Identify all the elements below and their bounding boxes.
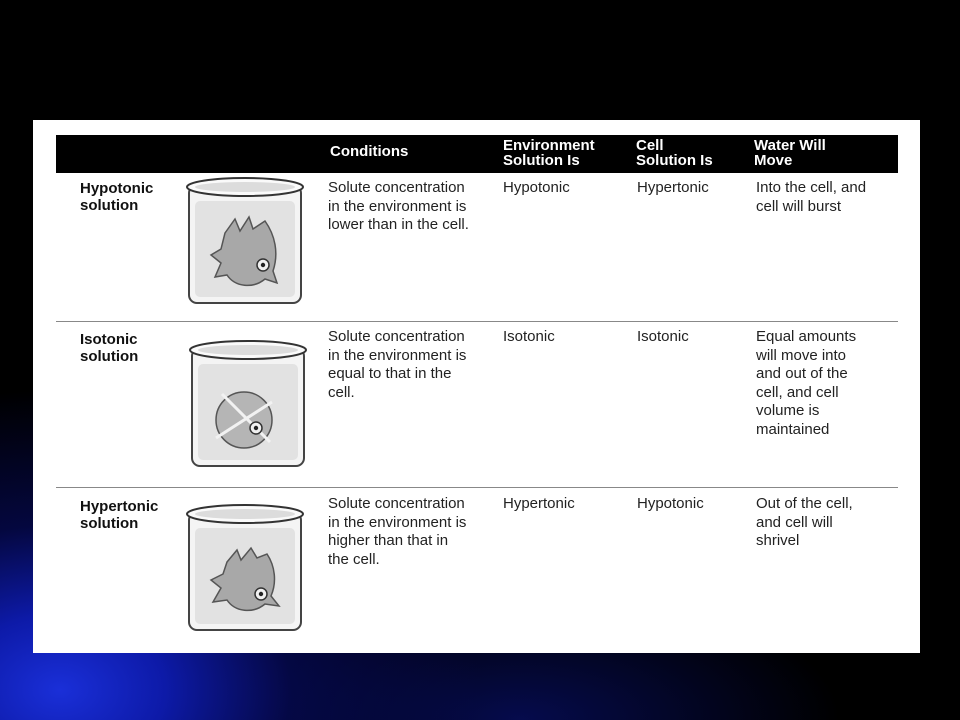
cell-hypotonic: Hypertonic xyxy=(637,179,709,196)
conditions-hypertonic: Solute concentration in the environment is higher than that in the cell. xyxy=(328,495,467,568)
row-divider xyxy=(56,321,898,322)
header-environment: Environment Solution Is xyxy=(503,137,595,169)
row-label-hypotonic: Hypotonic solution xyxy=(80,180,154,214)
environment-isotonic: Isotonic xyxy=(503,328,555,345)
header-conditions: Conditions xyxy=(330,143,409,160)
cell-isotonic: Isotonic xyxy=(637,328,689,345)
conditions-isotonic: Solute concentration in the environment is equal to that in the cell. xyxy=(328,328,467,401)
header-water: Water Will Move xyxy=(754,137,826,169)
cell-hypertonic: Hypotonic xyxy=(637,495,704,512)
beaker-normal-cell-icon xyxy=(186,338,311,473)
beaker-swollen-cell-icon xyxy=(183,175,308,310)
water-hypertonic: Out of the cell, and cell will shrivel xyxy=(756,495,853,549)
row-label-hypertonic: Hypertonic solution xyxy=(80,498,159,532)
environment-hypotonic: Hypotonic xyxy=(503,179,570,196)
conditions-hypotonic: Solute concentration in the environment is lower than in the cell. xyxy=(328,179,469,233)
beaker-shriveled-cell-icon xyxy=(183,502,308,637)
header-cell: Cell Solution Is xyxy=(636,137,713,169)
water-hypotonic: Into the cell, and cell will burst xyxy=(756,179,867,215)
table-card xyxy=(33,120,920,653)
row-label-isotonic: Isotonic solution xyxy=(80,331,139,365)
water-isotonic: Equal amounts will move into and out of the cell, and cell volume is maintained xyxy=(756,328,857,438)
row-divider xyxy=(56,487,898,488)
environment-hypertonic: Hypertonic xyxy=(503,495,575,512)
